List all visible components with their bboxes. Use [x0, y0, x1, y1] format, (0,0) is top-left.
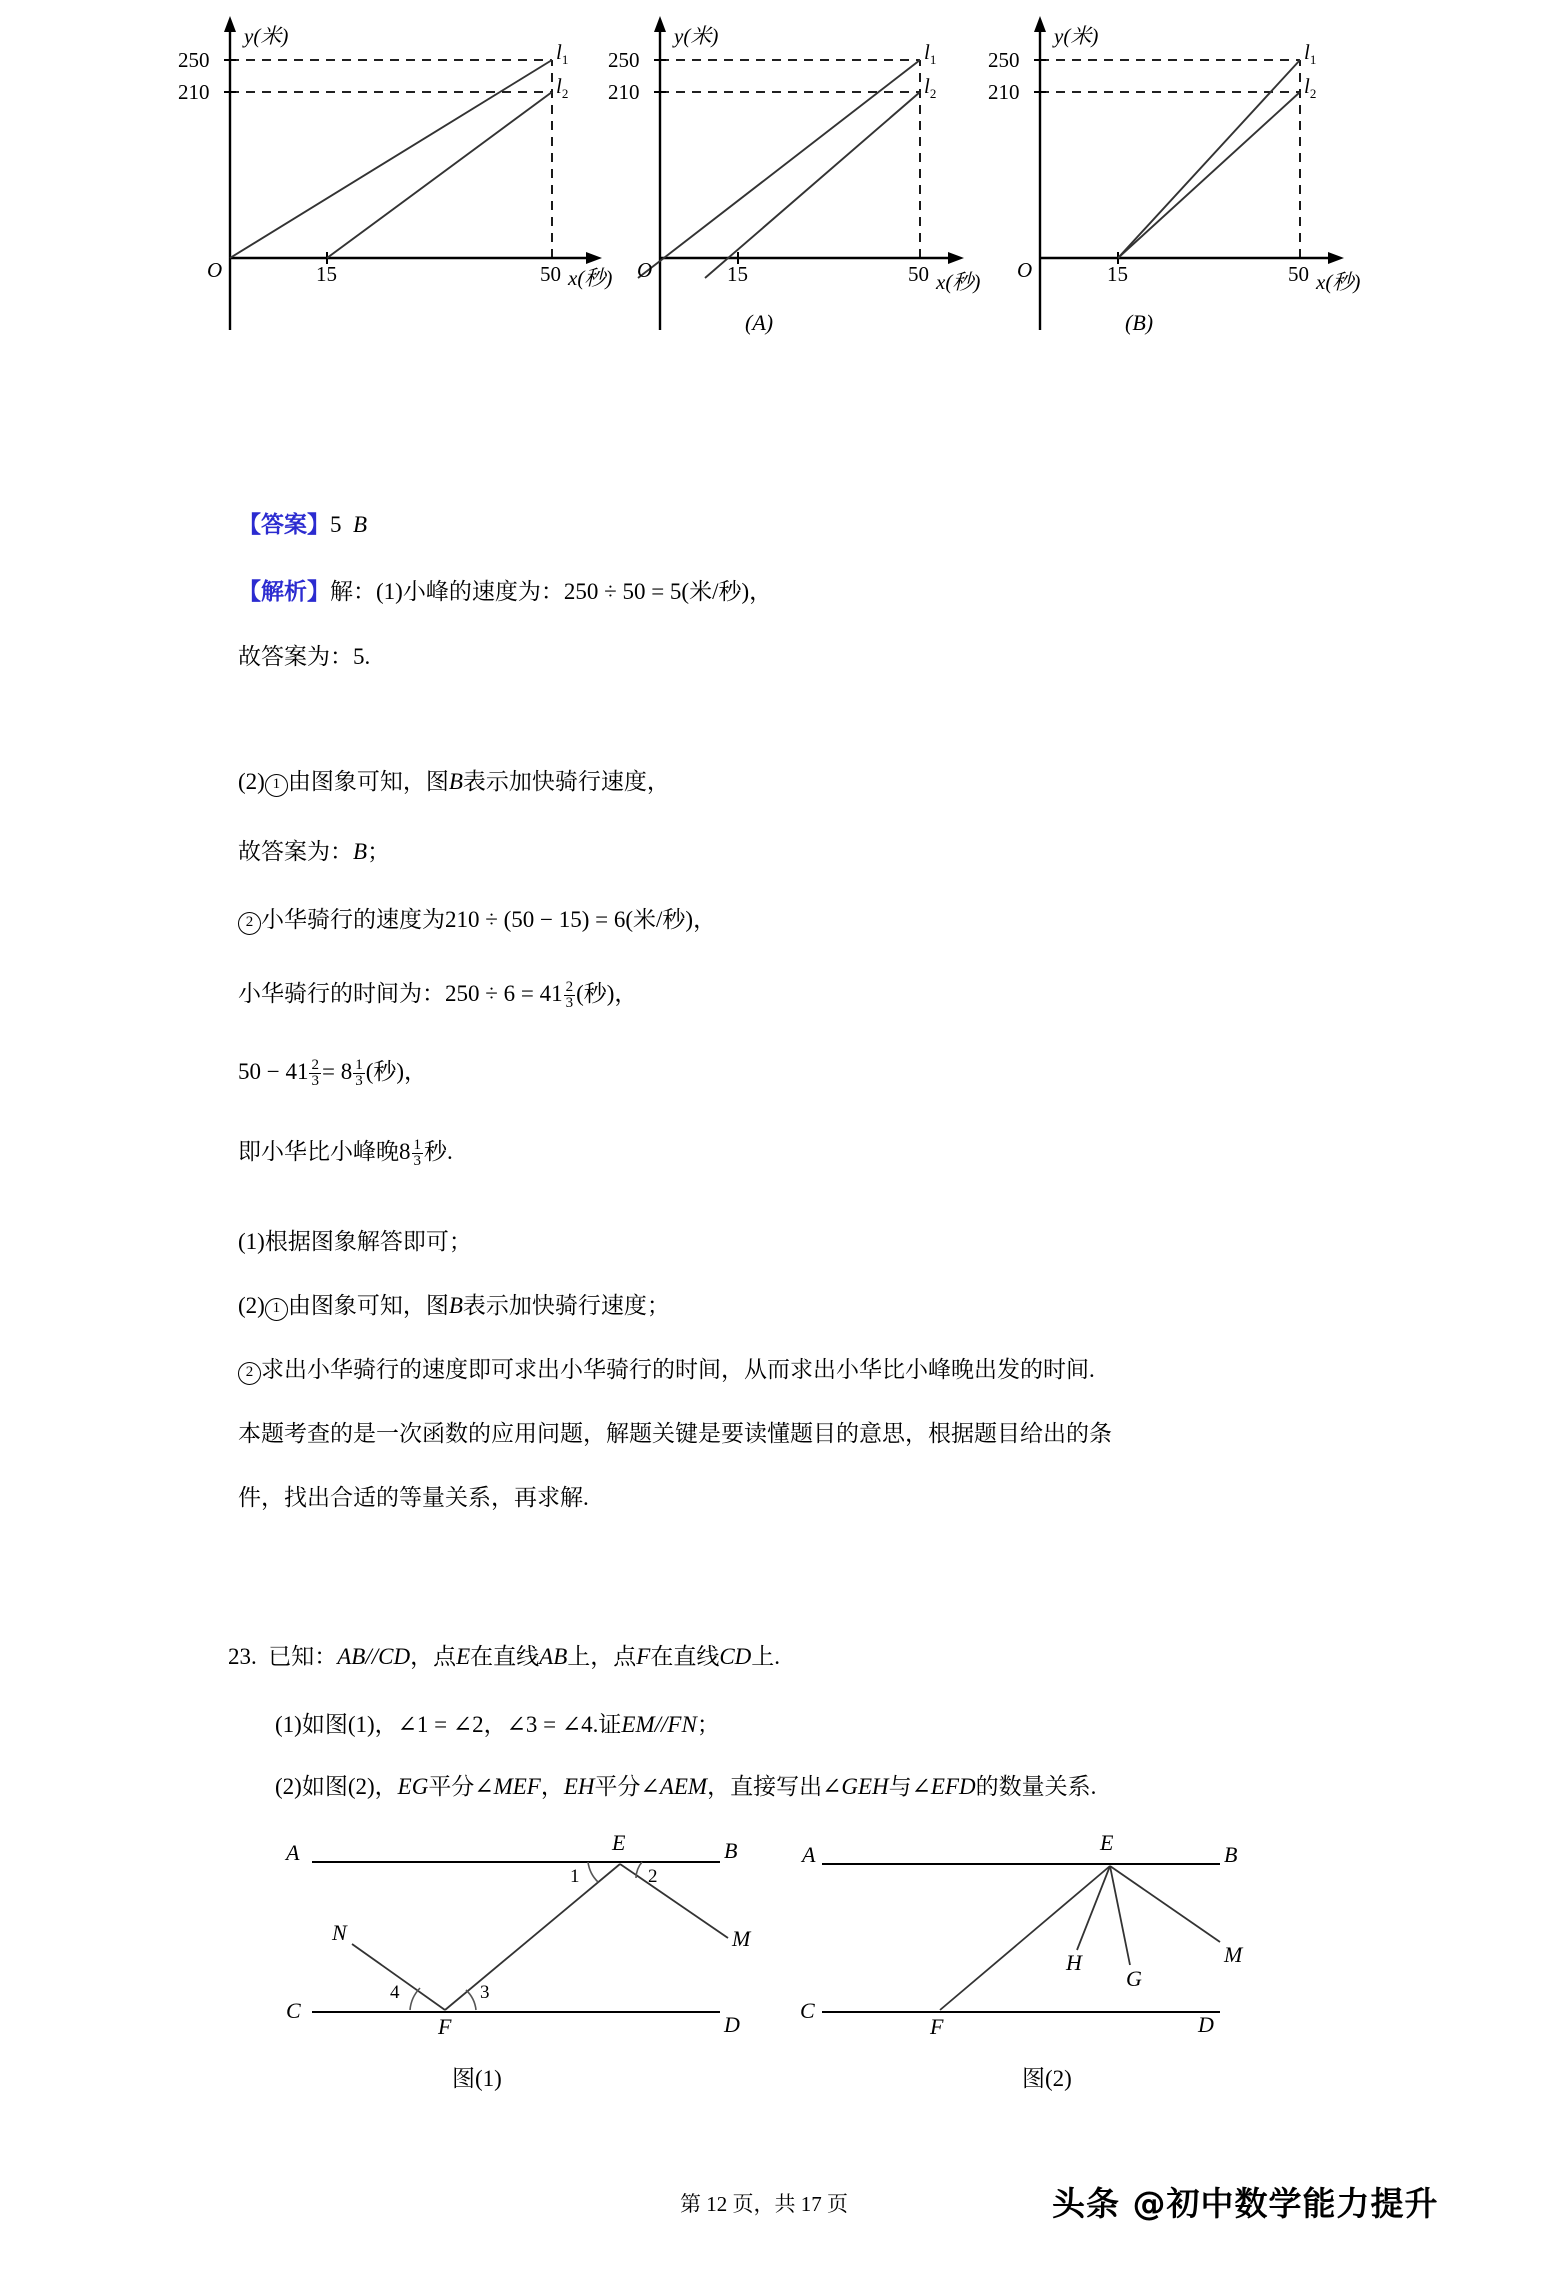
speed-calc-text: 小华骑行的速度为210 ÷ (50 − 15) = 6(米/秒)， [261, 907, 717, 932]
time-calc-prefix: 小华骑行的时间为：250 ÷ 6 = 41 [238, 981, 563, 1006]
figure1-point-A: A [286, 1840, 300, 1865]
part1-em-fn: EM//FN [621, 1712, 697, 1737]
y-tick-250-A: 250 [608, 48, 640, 72]
x-tick-15-A: 15 [727, 262, 748, 286]
circled-number-1: 1 [265, 774, 288, 797]
hint2-prefix: (2) [238, 1293, 265, 1318]
figure1-angle-2: 2 [648, 1866, 658, 1887]
analysis-line-3 [238, 770, 670, 797]
chart-panel-1 [178, 0, 613, 380]
y-axis-label-A: y(米) [674, 24, 719, 48]
part1-tail: ； [696, 1712, 720, 1737]
hint-line-2 [238, 1294, 670, 1321]
figure1-angle-3: 3 [480, 1982, 490, 2003]
line-label-l1-1: $l_1$ [556, 40, 569, 68]
origin-label-B: O [1017, 258, 1033, 282]
figure1-point-E: E [612, 1830, 626, 1855]
stem-pre: 已知： [268, 1644, 338, 1669]
sub-calc-mid: = 8 [321, 1059, 353, 1084]
hint2-text: 由图象可知，图 [287, 1293, 449, 1318]
stem-point-e: E [456, 1644, 471, 1669]
part2-mid1: 平分∠ [428, 1774, 494, 1799]
part2-tail-2: 的数量关系. [975, 1774, 1097, 1799]
circled-number-2: 2 [238, 912, 261, 935]
line-label-l2-A: $l_2$ [924, 74, 937, 102]
hint2-italic-B: B [448, 1293, 463, 1318]
figure2-point-E: E [1100, 1830, 1114, 1855]
figure1-caption: 图(1) [452, 2066, 502, 2091]
summary-line-1: 本题考查的是一次函数的应用问题，解题关键是要读懂题目的意思，根据题目给出的条 [238, 1421, 1112, 1446]
answer-is-tail: ； [367, 839, 391, 864]
hint-line-1: (1)根据图象解答即可； [238, 1229, 472, 1254]
x-tick-50-B: 50 [1288, 262, 1309, 286]
answer-is-prefix: 故答案为： [238, 839, 353, 864]
figure1-point-B: B [724, 1838, 738, 1863]
conclusion-prefix: 即小华比小峰晚8 [238, 1139, 411, 1164]
analysis-line-7 [238, 1058, 427, 1090]
part2-text: 由图象可知，图 [287, 769, 449, 794]
answer-value-1: 5 [330, 512, 342, 537]
x-tick-15-B: 15 [1107, 262, 1128, 286]
x-axis-label-B: x(秒) [1316, 270, 1361, 294]
y-tick-250-1: 250 [178, 48, 210, 72]
line-label-l1-A: $l_1$ [924, 40, 937, 68]
x-axis-label-1: x(秒) [568, 266, 613, 290]
y-tick-250-B: 250 [988, 48, 1020, 72]
fraction-two-thirds-a: $\frac{2}{3}$ [565, 979, 574, 1012]
chart-caption-B: (B) [1125, 310, 1154, 335]
part2-efd: EFD [930, 1774, 976, 1799]
part2-eh: EH [563, 1774, 595, 1799]
figure1-point-F: F [438, 2014, 452, 2039]
fraction-one-third-a: $\frac{1}{3}$ [355, 1057, 363, 1090]
figure-2 [800, 1820, 1280, 2120]
answer-value-2: B [353, 512, 368, 537]
stem-mid1: ，点 [410, 1644, 457, 1669]
line-label-l1-B: $l_1$ [1304, 40, 1317, 68]
y-axis-label-B: y(米) [1054, 24, 1099, 48]
figure2-point-M: M [1224, 1942, 1243, 1967]
part2-mid2: ， [540, 1774, 564, 1799]
question-23-part-1 [275, 1713, 720, 1736]
x-tick-50-A: 50 [908, 262, 929, 286]
part2-mid4: ，直接写出∠ [707, 1774, 842, 1799]
part2-geh: GEH [841, 1774, 889, 1799]
x-tick-15-1: 15 [316, 262, 337, 286]
stem-point-f: F [636, 1644, 651, 1669]
part2-tail: 表示加快骑行速度， [462, 769, 670, 794]
y-tick-210-A: 210 [608, 80, 640, 104]
question-23-part-2 [275, 1775, 1096, 1798]
conclusion-tail: 秒. [424, 1139, 453, 1164]
analysis-line-6 [238, 980, 637, 1012]
figure-1-svg [280, 1820, 760, 2070]
line-label-l2-B: $l_2$ [1304, 74, 1317, 102]
summary-line-2: 件，找出合适的等量关系，再求解. [238, 1485, 589, 1510]
part1-prefix: (1)如图(1)，∠1 = ∠2，∠3 = ∠4.证 [275, 1712, 622, 1737]
part2-mid3: 平分∠ [594, 1774, 660, 1799]
chart-panel-A [608, 0, 1040, 380]
answer-tag: 【答案】 [238, 512, 330, 537]
chart-panel-B [988, 0, 1420, 380]
question-23-stem [228, 1645, 780, 1668]
analysis-line-1 [238, 580, 772, 603]
figure2-point-D: D [1198, 2012, 1214, 2037]
circled-number-3: 1 [265, 1298, 288, 1321]
origin-label-1: O [207, 258, 223, 282]
origin-label-A: O [637, 258, 653, 282]
line-label-l2-1: $l_2$ [556, 74, 569, 102]
hint3-text: 求出小华骑行的速度即可求出小华骑行的时间，从而求出小华比小峰晚出发的时间. [261, 1357, 1095, 1382]
figure2-point-B: B [1224, 1842, 1238, 1867]
part2-prefix-2: (2)如图(2)， [275, 1774, 398, 1799]
y-tick-210-B: 210 [988, 80, 1020, 104]
figure1-angle-1: 1 [570, 1866, 580, 1887]
answer-line [238, 513, 367, 536]
part2-prefix: (2) [238, 769, 265, 794]
sub-calc-tail: (秒)， [365, 1059, 428, 1084]
figure-1 [280, 1820, 760, 2120]
analysis-line-5 [238, 908, 716, 935]
figure2-point-A: A [802, 1842, 816, 1867]
stem-line-ab: AB [539, 1644, 568, 1669]
part2-aem: AEM [659, 1774, 708, 1799]
stem-ab-cd: AB//CD [337, 1644, 411, 1669]
circled-number-4: 2 [238, 1362, 261, 1385]
chart-caption-A: (A) [745, 310, 774, 335]
part2-italic-B: B [448, 769, 463, 794]
analysis-line-8 [238, 1138, 453, 1170]
time-calc-tail: (秒)， [576, 981, 638, 1006]
y-axis-label-1: y(米) [244, 24, 289, 48]
figure1-point-N: N [332, 1920, 347, 1945]
figure2-point-F: F [930, 2014, 944, 2039]
x-tick-50-1: 50 [540, 262, 561, 286]
part2-mid5: 与∠ [888, 1774, 931, 1799]
figure2-point-C: C [800, 1998, 815, 2023]
x-axis-label-A: x(秒) [936, 270, 981, 294]
question-number: 23. [228, 1644, 257, 1669]
part2-eg: EG [397, 1774, 429, 1799]
footer-page-number: 第 12 页，共 17 页 [680, 2192, 848, 2216]
hint-line-3 [238, 1358, 1095, 1385]
figure1-point-M: M [732, 1926, 751, 1951]
figure2-point-G: G [1126, 1966, 1142, 1991]
figure1-point-C: C [286, 1998, 301, 2023]
analysis-line-4 [238, 840, 390, 863]
hint2-tail: 表示加快骑行速度； [462, 1293, 670, 1318]
analysis-text-1: 解：(1)小峰的速度为：250 ÷ 50 = 5(米/秒)， [330, 579, 773, 604]
stem-mid2: 在直线 [470, 1644, 540, 1669]
figure1-angle-4: 4 [390, 1982, 400, 2003]
figure1-point-D: D [724, 2012, 740, 2037]
stem-line-cd: CD [719, 1644, 752, 1669]
analysis-line-2: 故答案为：5. [238, 644, 371, 669]
analysis-tag: 【解析】 [238, 579, 330, 604]
footer-brand: 头条 @初中数学能力提升 [1052, 2184, 1439, 2223]
figure2-point-H: H [1066, 1950, 1082, 1975]
stem-mid4: 在直线 [650, 1644, 720, 1669]
stem-tail: 上. [751, 1644, 781, 1669]
y-tick-210-1: 210 [178, 80, 210, 104]
answer-is-value: B [353, 839, 368, 864]
part2-mef: MEF [493, 1774, 541, 1799]
fraction-one-third-b: $\frac{1}{3}$ [413, 1137, 421, 1170]
stem-mid3: 上，点 [567, 1644, 637, 1669]
fraction-two-thirds-b: $\frac{2}{3}$ [311, 1057, 319, 1090]
figure2-caption: 图(2) [1022, 2066, 1072, 2091]
sub-calc-prefix: 50 − 41 [238, 1059, 309, 1084]
